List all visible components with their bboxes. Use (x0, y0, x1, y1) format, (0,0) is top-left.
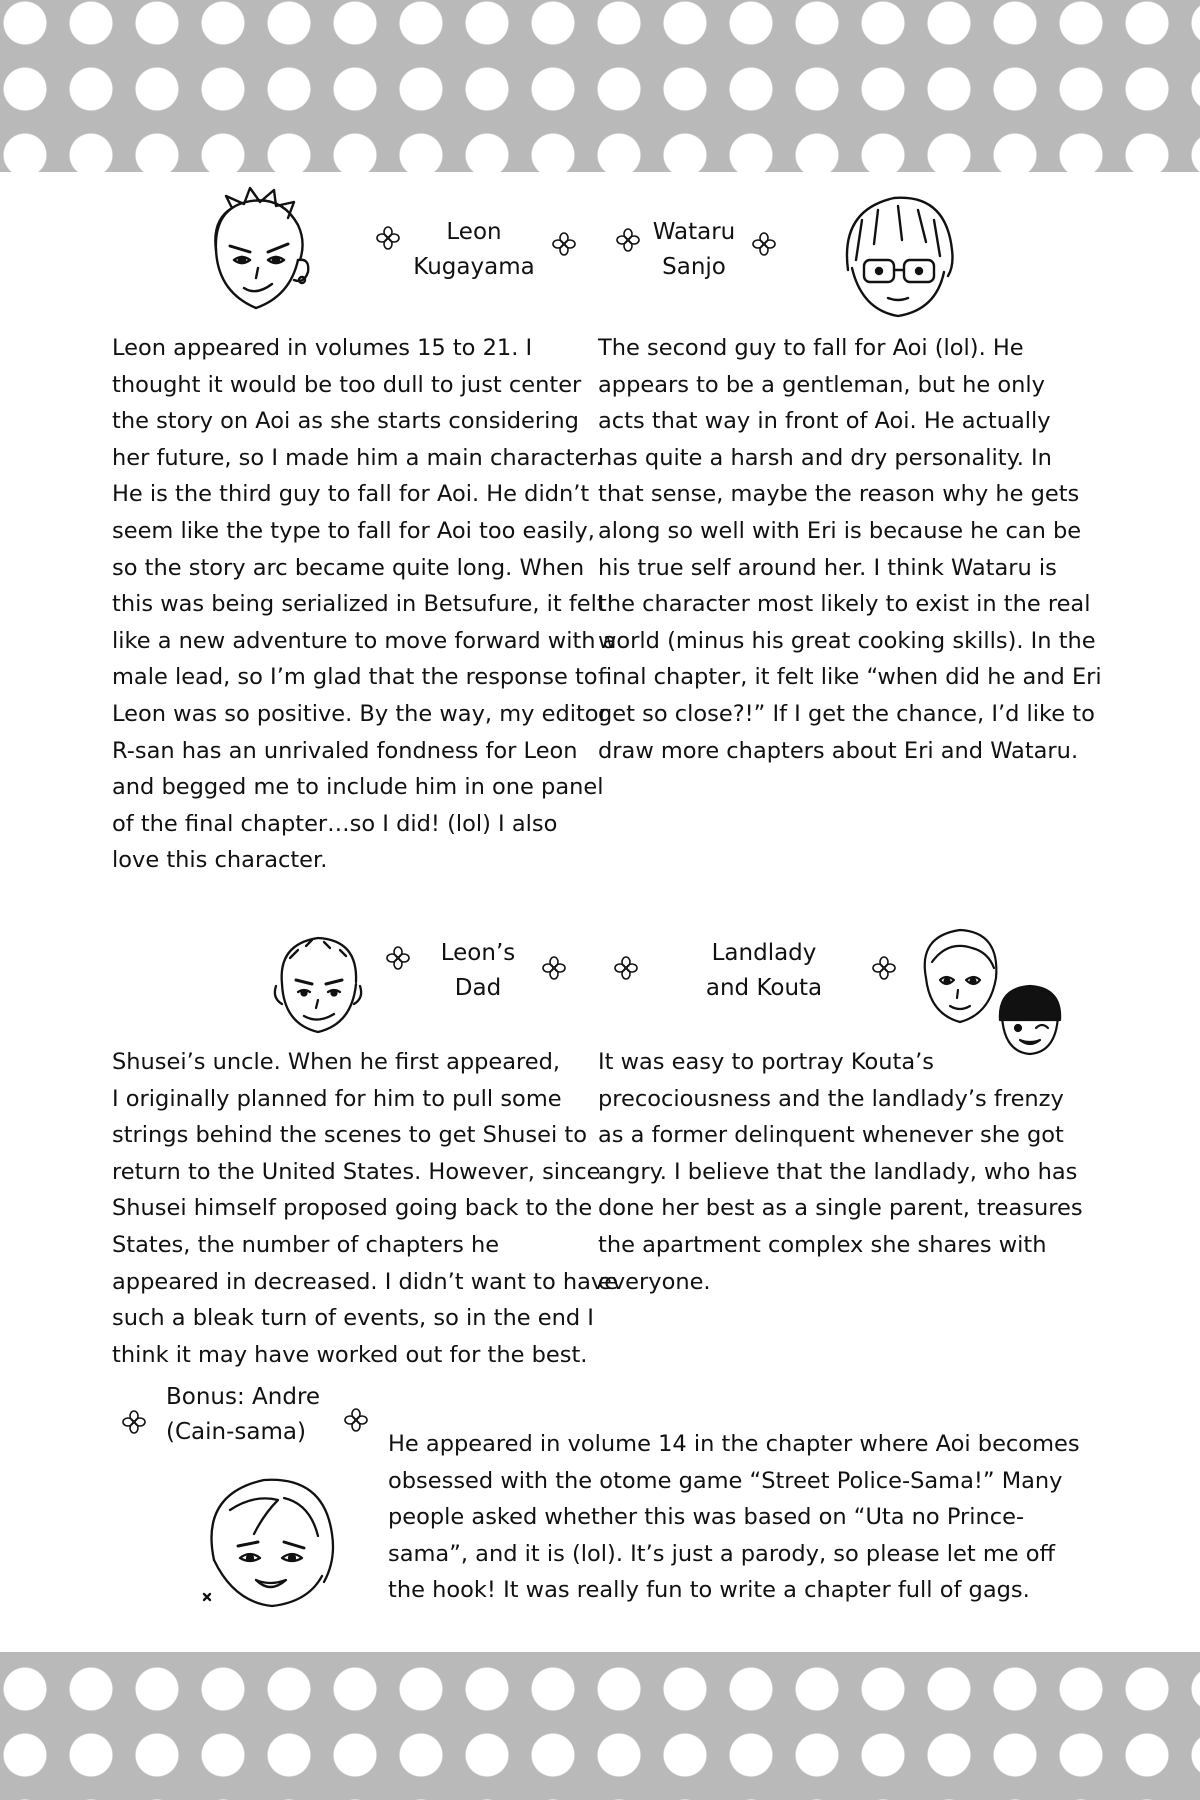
leons-dad-description: Shusei’s uncle. When he first appeared, I originally planned for him to pull some strings behind the scenes to get Shusei to return to the United States. However, since Shusei himself proposed going back to the States, the number of chapters he appeared in decreased. I didn’t want to have such a bleak turn of events, so in the end I think it may have worked out for the best. (112, 1049, 619, 1368)
leons-dad-portrait-icon (268, 928, 368, 1038)
leons-dad-name-label: Leon’s Dad (440, 940, 516, 1001)
andre-name-label: Bonus: Andre (Cain-sama) (166, 1384, 321, 1445)
clover-icon (752, 232, 776, 256)
andre-description: He appeared in volume 14 in the chapter where Aoi becomes obsessed with the otome game “Street Police-Sama!” Many people asked whether this was based on “Uta no Prince- sama”, and it is (lol). It’s just a parody, so please let me off the hook! It was really fun to write a chapter full of gags. (388, 1431, 1080, 1604)
leon-portrait-icon (186, 180, 326, 320)
clover-icon (122, 1410, 146, 1434)
andre-portrait-icon (194, 1464, 344, 1614)
clover-icon (386, 946, 410, 970)
clover-icon (614, 956, 638, 980)
leon-name-label: Leon Kugayama (413, 219, 535, 280)
clover-icon (872, 956, 896, 980)
wataru-name-label: Wataru Sanjo (652, 219, 736, 280)
wataru-portrait-icon (822, 180, 972, 330)
polka-dot-header-band (0, 0, 1200, 172)
clover-icon (542, 956, 566, 980)
landlady-description: It was easy to portray Kouta’s precociousness and the landlady’s frenzy as a former delinquent whenever she got angry. I believe that the landlady, who has done her best as a single parent, treasures the apartment complex she shares with everyone. (598, 1049, 1083, 1295)
polka-dot-footer-band (0, 1652, 1200, 1800)
landlady-name-label: Landlady and Kouta (705, 940, 823, 1001)
leon-description: Leon appeared in volumes 15 to 21. I thought it would be too dull to just center the story on Aoi as she starts considering her future, so I made him a main character. He is the third guy to fall for Aoi. He didn’t seem like the type to fall for Aoi too easily, so the story arc became quite long. When this was being serialized in Betsufure, it felt like a new adventure to move forward with a male lead, so I’m glad that the response to Leon was so positive. By the way, my editor R-san has an unrivaled fondness for Leon and begged me to include him in one panel of the final chapter…so I did! (lol) I also love this character. (112, 335, 617, 874)
wataru-description: The second guy to fall for Aoi (lol). He appears to be a gentleman, but he only acts that way in front of Aoi. He actually has quite a harsh and dry personality. In that sense, maybe the reason why he gets along so well with Eri is because he can be his true self around her. I think Wataru is the character most likely to exist in the real world (minus his great cooking skills). In the final chapter, it felt like “when did he and Eri get so close?!” If I get the chance, I’d like to draw more chapters about Eri and Wataru. (598, 335, 1102, 764)
clover-icon (552, 232, 576, 256)
clover-icon (344, 1408, 368, 1432)
